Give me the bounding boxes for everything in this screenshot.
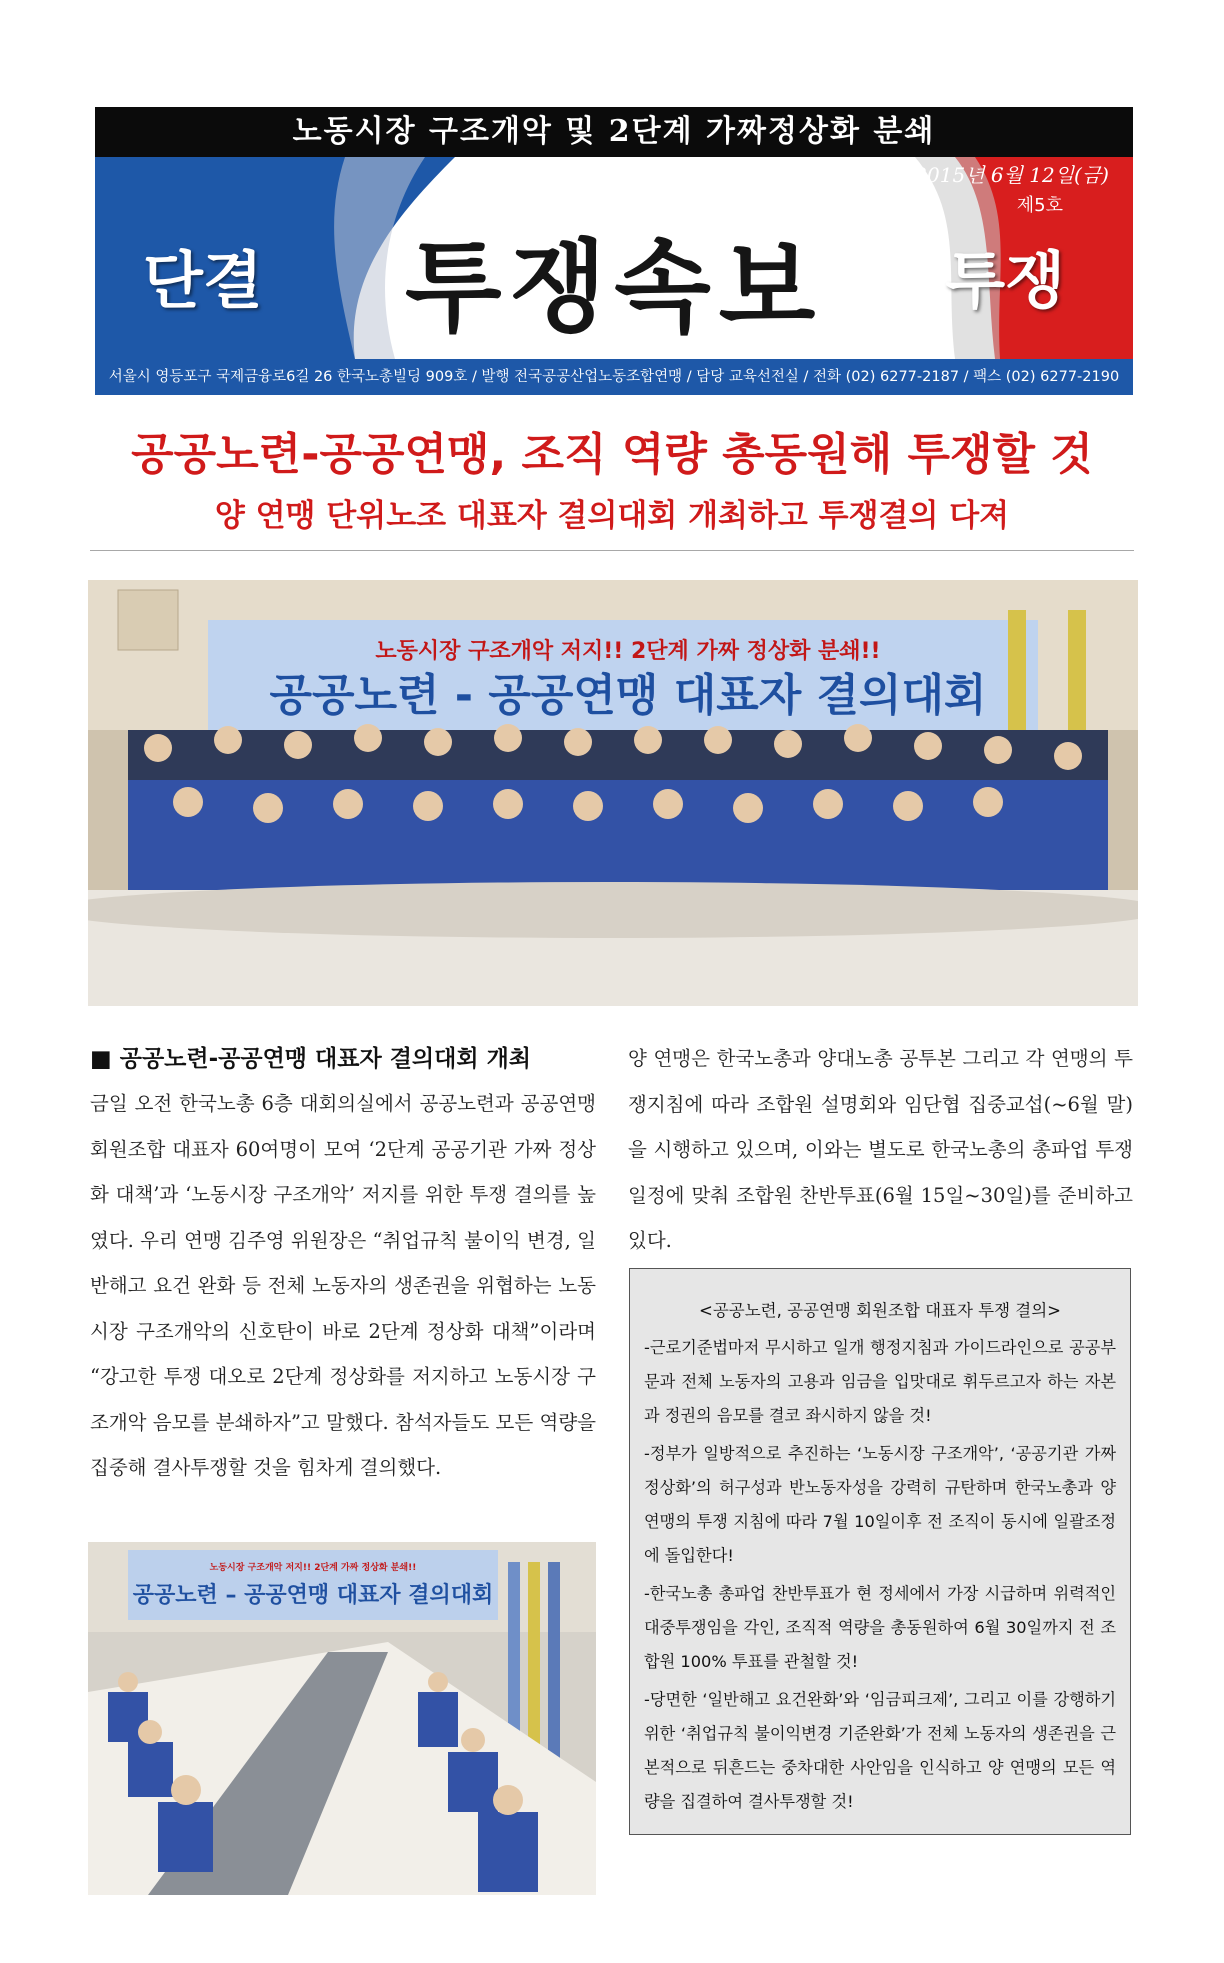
unity-word: 단결 [143, 244, 263, 317]
resolution-item: -근로기준법마저 무시하고 일개 행정지침과 가이드라인으로 공공부문과 전체 노동자의 고용과 임금을 입맛대로 휘두르고자 하는 자본과 정권의 음모를 결코 좌시하지 않을 것! [644, 1338, 1116, 1425]
resolution-title: <공공노련, 공공연맹 회원조합 대표자 투쟁 결의> [699, 1301, 1061, 1320]
divider [90, 550, 1134, 551]
article-right-column: 양 연맹은 한국노총과 양대노총 공투본 그리고 각 연맹의 투쟁지침에 따라 조합원 설명회와 임단협 집중교섭(~6월 말)을 시행하고 있으며, 이와는 별도로 한국노총의 총파업 투쟁일정에 맞춰 조합원 찬반투표(6월 15일~30일)를 준비하고 있다. [628, 1047, 1133, 1252]
slogan-bar: 노동시장 구조개악 및 2단계 가짜정상화 분쇄 [95, 107, 1133, 157]
masthead [95, 107, 1133, 395]
banner-main-text: 공공노련 - 공공연맹 대표자 결의대회 [269, 670, 987, 721]
publisher-address: 서울시 영등포구 국제금융로6길 26 한국노총빌딩 909호 / 발행 전국공공산업노동조합연맹 / 담당 교육선전실 / 전화 (02) 6277-2187 / 팩스 (02) 6277-2190 [95, 359, 1133, 395]
issue-date: 2015년 6월 12일(금) [914, 163, 1109, 187]
section-heading: ■ 공공노련-공공연맹 대표자 결의대회 개최 [90, 1046, 532, 1072]
banner-main-text: 공공노련 – 공공연맹 대표자 결의대회 [132, 1583, 494, 1608]
newsletter-title: 투쟁속보 [405, 228, 824, 346]
banner-top-text: 노동시장 구조개악 저지!! 2단계 가짜 정상화 분쇄!! [375, 639, 881, 664]
resolution-item: -당면한 ‘일반해고 요건완화’와 ‘임금피크제’, 그리고 이를 강행하기 위한 ‘취업규칙 불이익변경 기준완화’가 전체 노동자의 생존권을 근본적으로 뒤흔드는 중차대한 사안임을 인식하고 양 연맹의 모든 역량을 집결하여 결사투쟁할 것! [644, 1690, 1116, 1811]
conference-photo [88, 1542, 596, 1895]
banner-top-text: 노동시장 구조개악 저지!! 2단계 가짜 정상화 분쇄!! [209, 1563, 417, 1573]
subheadline: 양 연맹 단위노조 대표자 결의대회 개최하고 투쟁결의 다져 [214, 498, 1010, 534]
struggle-word: 투쟁 [945, 244, 1065, 317]
headline: 공공노련-공공연맹, 조직 역량 총동원해 투쟁할 것 [131, 429, 1093, 480]
group-photo [88, 580, 1138, 1006]
resolution-item: -정부가 일방적으로 추진하는 ‘노동시장 구조개악’, ‘공공기관 가짜 정상화’의 허구성과 반노동자성을 강력히 규탄하며 한국노총과 양 연맹의 투쟁 지침에 따라 7월 10일이후 전 조직이 동시에 일괄조정에 돌입한다! [644, 1444, 1116, 1565]
issue-number: 제5호 [1016, 195, 1063, 216]
resolution-box [629, 1268, 1131, 1835]
resolution-item: -한국노총 총파업 찬반투표가 현 정세에서 가장 시급하며 위력적인 대중투쟁임을 각인, 조직적 역량을 총동원하여 6월 30일까지 전 조합원 100% 투표를 관철할 것! [644, 1584, 1116, 1671]
article-left-column: 금일 오전 한국노총 6층 대회의실에서 공공노련과 공공연맹 회원조합 대표자 60여명이 모여 ‘2단계 공공기관 가짜 정상화 대책’과 ‘노동시장 구조개악’ 저지를 위한 투쟁 결의를 높였다. 우리 연맹 김주영 위원장은 “취업규칙 불이익 변경, 일반해고 요건 완화 등 전체 노동자의 생존권을 위협하는 노동시장 구조개악의 신호탄이 바로 2단계 정상화 대책”이라며 “강고한 투쟁 대오로 2단계 정상화를 저지하고 노동시장 구조개악 음모를 분쇄하자”고 말했다. 참석자들도 모든 역량을 집중해 결사투쟁할 것을 힘차게 결의했다. [90, 1092, 596, 1479]
